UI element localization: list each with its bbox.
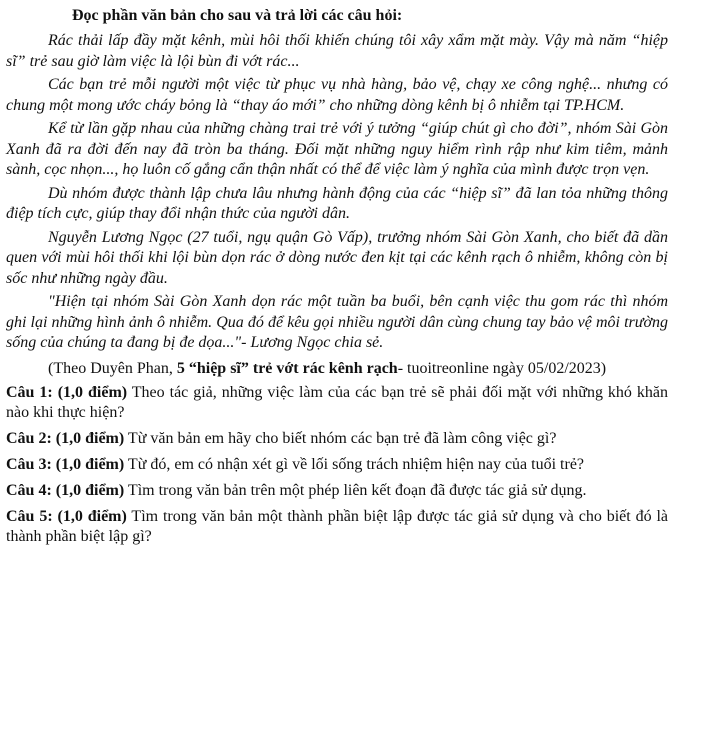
passage-paragraph-6: "Hiện tại nhóm Sài Gòn Xanh dọn rác một tuần ba buổi, bên cạnh việc thu gom rác thì nhóm ghi lại những hình ảnh ô nhiễm. Qua đó để kêu gọi nhiều người dân cùng chung tay bảo vệ môi trường sống của chúng ta đang bị đe dọa..."- Lương Ngọc chia sẻ. — [6, 293, 668, 351]
question-2-text: Từ văn bản em hãy cho biết nhóm các bạn trẻ đã làm công việc gì? — [124, 430, 557, 447]
passage-paragraph-2: Các bạn trẻ mỗi người một việc từ phục vụ nhà hàng, bảo vệ, chạy xe công nghệ... nhưng có chung một mong ước cháy bỏng là “thay áo mới” cho những dòng kênh bị ô nhiễm tại TP.HCM. — [6, 76, 668, 114]
question-3 — [6, 455, 668, 475]
passage-paragraph-3: Kể từ lần gặp nhau của những chàng trai trẻ với ý tưởng “giúp chút gì cho đời”, nhóm Sài Gòn Xanh đã ra đời đến nay đã tròn ba tháng. Đối mặt những nguy hiểm rình rập như kim tiêm, mảnh sành, cọc nhọn..., họ luôn cố gắng cẩn thận nhất có thể để việc làm ý nghĩa của mình được trọn vẹn. — [6, 120, 668, 178]
source-citation — [6, 359, 668, 380]
question-4 — [6, 481, 668, 501]
source-suffix: - tuoitreonline ngày 05/02/2023) — [397, 359, 607, 377]
question-2 — [6, 429, 668, 449]
instruction-heading: Đọc phần văn bản cho sau và trả lời các câu hỏi: — [72, 7, 403, 24]
question-1-text: Theo tác giả, những việc làm của các bạn trẻ sẽ phải đối mặt với những khó khăn nào khi thực hiện? — [6, 384, 668, 421]
document-page — [6, 6, 668, 553]
question-5-label: Câu 5: (1,0 điểm) — [6, 508, 127, 525]
question-5 — [6, 507, 668, 547]
question-1-label: Câu 1: (1,0 điểm) — [6, 384, 128, 401]
question-5-text: Tìm trong văn bản một thành phần biệt lập được tác giả sử dụng và cho biết đó là thành phần biệt lập gì? — [6, 508, 668, 545]
source-title: 5 “hiệp sĩ” trẻ vớt rác kênh rạch — [176, 359, 398, 377]
question-2-label: Câu 2: (1,0 điểm) — [6, 430, 125, 447]
question-4-text: Tìm trong văn bản trên một phép liên kết đoạn đã được tác giả sử dụng. — [124, 482, 587, 499]
question-1 — [6, 383, 668, 423]
passage-paragraph-4: Dù nhóm được thành lập chưa lâu nhưng hành động của các “hiệp sĩ” đã lan tỏa những thông điệp tích cực, giúp thay đổi nhận thức của người dân. — [6, 184, 668, 222]
question-4-label: Câu 4: (1,0 điểm) — [6, 482, 125, 499]
passage-paragraph-5: Nguyễn Lương Ngọc (27 tuổi, ngụ quận Gò Vấp), trưởng nhóm Sài Gòn Xanh, cho biết đã dần quen với mùi hôi thối khi lội bùn dọn rác ở dòng nước đen kịt tại các kênh rạch ô nhiễm, không còn bị sốc như những ngày đầu. — [6, 228, 668, 287]
source-prefix: (Theo Duyên Phan, — [48, 359, 177, 377]
question-3-text: Từ đó, em có nhận xét gì về lối sống trách nhiệm hiện nay của tuổi trẻ? — [124, 456, 585, 473]
passage-paragraph-1: Rác thải lấp đầy mặt kênh, mùi hôi thối khiến chúng tôi xây xẩm mặt mày. Vậy mà năm “hiệp sĩ” trẻ sau giờ làm việc là lội bùn đi vớt rác... — [6, 32, 668, 70]
question-3-label: Câu 3: (1,0 điểm) — [6, 456, 125, 473]
